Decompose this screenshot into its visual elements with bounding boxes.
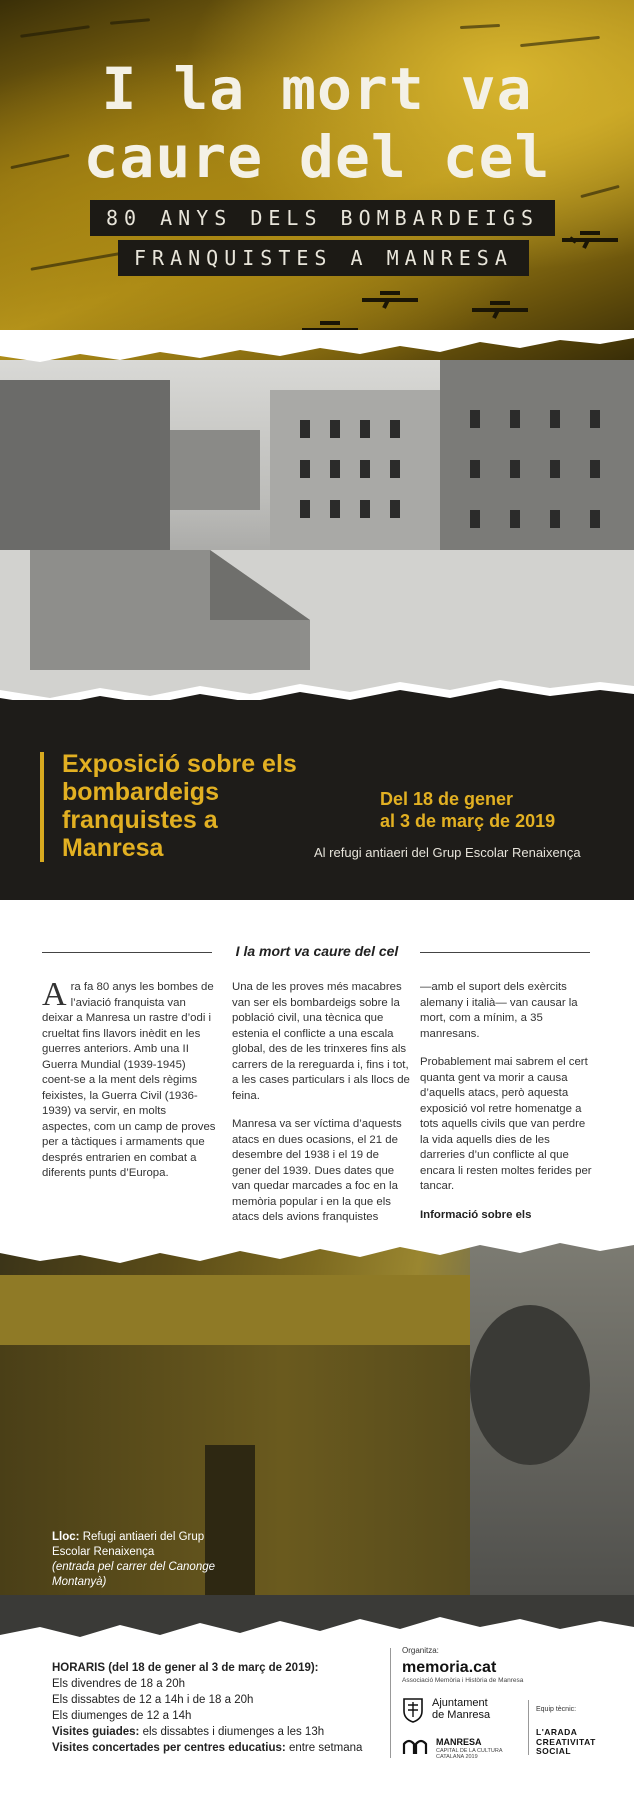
schedule	[52, 1660, 362, 1756]
main-title-line2: caure del cel	[83, 123, 551, 191]
bomber-plane-icon	[560, 230, 620, 250]
divider	[390, 1648, 391, 1758]
organizer-label: Organitza:	[402, 1646, 439, 1655]
article-column-3	[420, 980, 592, 1267]
team-label: Equip tècnic:	[536, 1706, 577, 1713]
dropcap: A	[42, 976, 67, 1013]
location-note: (entrada pel carrer del Canonge Montanyà)	[52, 1561, 216, 1588]
flak-streak	[30, 252, 119, 271]
schedule-line: Els diumenges de 12 a 14h	[52, 1710, 192, 1722]
hero-banner	[0, 0, 634, 380]
arada-line1: L'ARADA	[536, 1727, 578, 1737]
bomber-plane-icon	[470, 300, 530, 320]
memoria-subtitle: Associació Memòria i Història de Manresa	[402, 1677, 524, 1684]
exhibition-dates	[380, 788, 555, 832]
ajuntament-logo	[432, 1697, 490, 1721]
wall-top	[0, 1275, 470, 1345]
location-caption	[52, 1530, 222, 1590]
location-text: Refugi antiaeri del Grup Escolar Renaixença	[52, 1531, 205, 1558]
dates-line1: Del 18 de gener	[380, 789, 514, 809]
capital-cultura-icon	[402, 1738, 430, 1756]
arada-logo	[536, 1728, 596, 1757]
ajuntament-line1: Ajuntament	[432, 1697, 488, 1709]
col2-paragraph1: Una de les proves més macabres van ser els bombardeigs sobre la població civil, una tècnica que estenia el conflicte a una escala global, des de les trinxeres fins als carrers de la rereguarda i, fins i tot, a les cases particulars i als llocs de feina.	[232, 981, 410, 1102]
bomber-plane-icon	[360, 290, 420, 310]
schedule-line: Els divendres de 18 a 20h	[52, 1678, 185, 1690]
capital-cultura-logo: MANRESA	[436, 1737, 482, 1747]
flak-streak	[20, 25, 90, 38]
exhibition-band	[0, 700, 634, 900]
capital-cultura-subtitle: CAPITAL DE LA CULTURA CATALANA 2019	[436, 1748, 503, 1760]
shelter-mound	[30, 530, 310, 670]
torn-edge	[0, 1615, 634, 1655]
guided-text: els dissabtes i diumenges a les 13h	[142, 1726, 325, 1738]
subtitle-line1: 80 ANYS DELS BOMBARDEIGS	[90, 200, 555, 236]
ajuntament-line2: de Manresa	[432, 1709, 491, 1721]
divider	[528, 1700, 529, 1755]
article-column-2	[232, 980, 410, 1239]
torn-edge	[0, 1225, 634, 1265]
dates-line2: al 3 de març de 2019	[380, 811, 556, 831]
section-title: I la mort va caure del cel	[235, 943, 399, 959]
article-column-1	[42, 976, 217, 1195]
flak-streak	[580, 185, 619, 198]
col3-paragraph1: —amb el suport dels exèrcits alemany i italià— van causar la mort, com a mínim, a 35 manresans.	[420, 981, 578, 1040]
info-heading: Informació sobre els	[420, 1208, 532, 1221]
col1-paragraph1: ra fa 80 anys les bombes de l’aviació franquista van deixar a Manresa un rastre d’odi i crueltat fins llavors inèdit en les guerres anteriors. Amb una II Guerra Mundial (1939-1945) coent-se a la ment dels règims feixistes, la Guerra Civil (1936-1939) va servir, en molts aspectes, com un camp de proves per a tàctiques i armaments que després entrarien en combat a diferents punts d’Europa.	[42, 981, 216, 1179]
torn-edge	[0, 330, 634, 370]
arada-line3: SOCIAL	[536, 1746, 572, 1756]
school-label: Visites concertades per centres educatius:	[52, 1742, 286, 1754]
col2-paragraph2: Manresa va ser víctima d’aquests atacs en dues ocasions, el 21 de desembre del 1938 i el 19 de gener del 1939. Dues dates que van quedar marcades a foc en la memòria popular i en la que els atacs dels avions franquistes	[232, 1118, 402, 1223]
flak-streak	[110, 18, 150, 24]
guided-label: Visites guiades:	[52, 1726, 140, 1738]
memoria-logo: memoria.cat	[402, 1659, 497, 1676]
school-text: entre setmana	[288, 1742, 363, 1754]
ajuntament-shield-icon	[402, 1697, 424, 1723]
arada-line2: CREATIVITAT	[536, 1736, 596, 1747]
subtitle-line2: FRANQUISTES A MANRESA	[118, 240, 529, 276]
col3-paragraph2: Probablement mai sabrem el cert quanta gent va morir a causa d’aquells atacs, però aquesta exposició vol retre homenatge a tots aquells civils que van perdre la vida aquells dies de les darreries d’un conflicte al que encara li resten moltes ferides per tancar.	[420, 1056, 592, 1192]
historic-square-photo	[0, 360, 634, 705]
schedule-heading: HORARIS (del 18 de gener al 3 de març de 2019):	[52, 1662, 319, 1674]
schedule-line: Els dissabtes de 12 a 14h i de 18 a 20h	[52, 1694, 254, 1706]
exhibition-place: Al refugi antiaeri del Grup Escolar Renaixença	[314, 845, 581, 860]
flak-streak	[520, 36, 600, 47]
main-title-line1: I la mort va	[101, 55, 533, 123]
accent-bar	[40, 752, 44, 862]
location-label: Lloc:	[52, 1531, 80, 1543]
flak-streak	[460, 24, 500, 29]
exhibition-heading: Exposició sobre els bombardeigs franquistes a Manresa	[62, 750, 297, 862]
